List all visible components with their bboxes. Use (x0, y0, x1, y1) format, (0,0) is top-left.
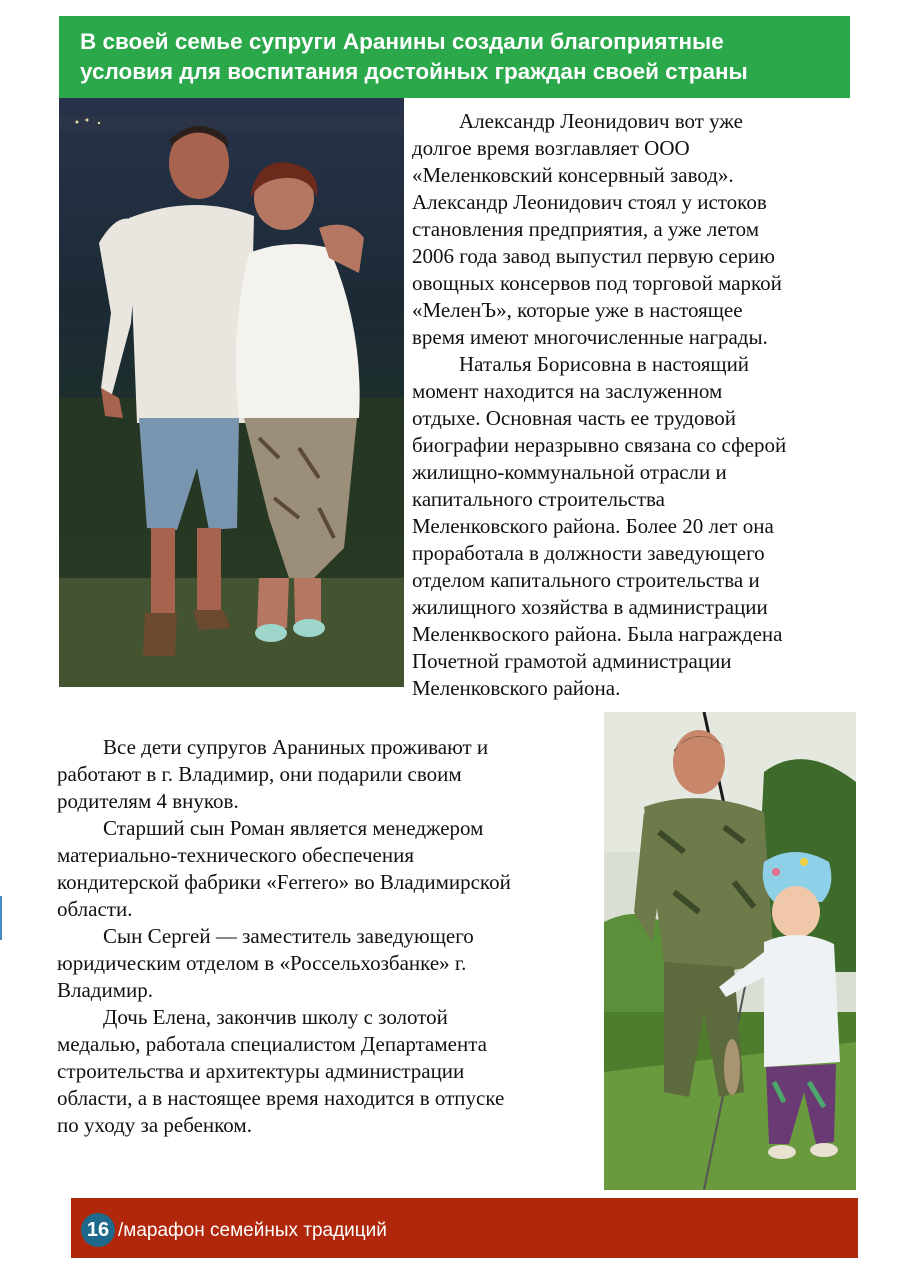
text-line: становления предприятия, а уже летом (412, 217, 760, 241)
text-line: по уходу за ребенком. (57, 1113, 252, 1137)
text-line: «Меленковский консервный завод». (412, 163, 734, 187)
text-line: Наталья Борисовна в настоящий (459, 352, 750, 376)
text-line: материально-технического обеспечения (57, 843, 414, 867)
article-text-block-2 (57, 734, 597, 1139)
footer-title: /марафон семейных традиций (118, 1220, 387, 1241)
text-line: момент находится на заслуженном (412, 379, 723, 403)
text-line: Александр Леонидович вот уже (459, 109, 743, 133)
text-line: области. (57, 897, 133, 921)
text-line: области, а в настоящее время находится в отпуске (57, 1086, 505, 1110)
text-line: Меленковского района. (412, 676, 621, 700)
text-line: Дочь Елена, закончив школу с золотой (103, 1005, 448, 1029)
header-title-line-1: В своей семье супруги Аранины создали благоприятные (80, 29, 724, 54)
text-line: «МеленЪ», которые уже в настоящее (412, 298, 743, 322)
text-line: работают в г. Владимир, они подарили своим (57, 762, 462, 786)
text-line: Александр Леонидович стоял у истоков (412, 190, 767, 214)
text-line: овощных консервов под торговой маркой (412, 271, 782, 295)
page-header (59, 16, 850, 98)
page-footer (71, 1198, 858, 1258)
text-line: Все дети супругов Араниных проживают и (103, 735, 489, 759)
edge-marker (0, 896, 2, 940)
article-text-block-1 (412, 108, 872, 702)
text-line: Почетной грамотой администрации (412, 649, 732, 673)
couple-photo (59, 98, 404, 687)
text-line: Меленквоского района. Была награждена (412, 622, 783, 646)
fishing-photo (604, 712, 856, 1190)
text-line: строительства и архитектуры администрации (57, 1059, 465, 1083)
text-line: проработала в должности заведующего (412, 541, 765, 565)
text-line: жилищно-коммунальной отрасли и (412, 460, 727, 484)
text-line: 2006 года завод выпустил первую серию (412, 244, 775, 268)
text-line: время имеют многочисленные награды. (412, 325, 768, 349)
text-line: Меленковского района. Более 20 лет она (412, 514, 774, 538)
text-line: биографии неразрывно связана со сферой (412, 433, 787, 457)
text-line: жилищного хозяйства в администрации (412, 595, 768, 619)
text-line: Старший сын Роман является менеджером (103, 816, 484, 840)
page-number-badge: 16 (81, 1213, 115, 1247)
text-line: капитального строительства (412, 487, 665, 511)
text-line: Сын Сергей — заместитель заведующего (103, 924, 474, 948)
text-line: отделом капитального строительства и (412, 568, 760, 592)
text-line: кондитерской фабрики «Ferrero» во Владимирской (57, 870, 511, 894)
text-line: медалью, работала специалистом Департамента (57, 1032, 487, 1056)
text-line: отдыхе. Основная часть ее трудовой (412, 406, 736, 430)
text-line: юридическим отделом в «Россельхозбанке» г. (57, 951, 467, 975)
text-line: долгое время возглавляет ООО (412, 136, 690, 160)
text-line: родителям 4 внуков. (57, 789, 239, 813)
header-title-line-2: условия для воспитания достойных граждан своей страны (80, 59, 748, 84)
text-line: Владимир. (57, 978, 154, 1002)
